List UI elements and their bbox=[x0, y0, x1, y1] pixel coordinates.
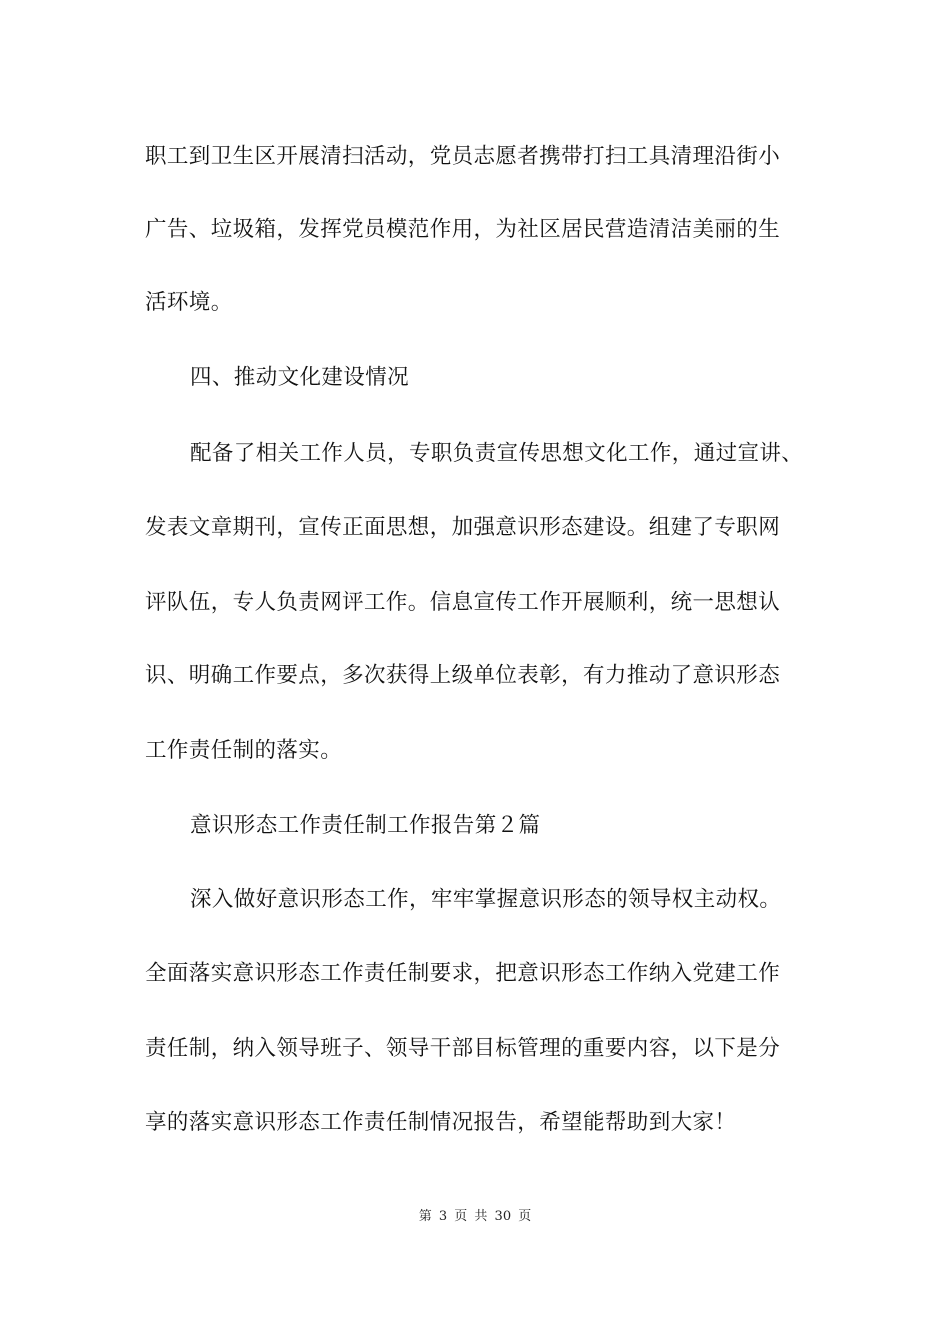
text-line: 深入做好意识形态工作，牢牢掌握意识形态的领导权主动权。 bbox=[190, 887, 782, 912]
text-line: 配备了相关工作人员，专职负责宣传思想文化工作，通过宣讲、 bbox=[190, 441, 804, 466]
text-line: 职工到卫生区开展清扫活动，党员志愿者携带打扫工具清理沿街小 bbox=[145, 144, 781, 169]
text-line: 全面落实意识形态工作责任制要求，把意识形态工作纳入党建工作 bbox=[145, 961, 781, 986]
text-line: 广告、垃圾箱，发挥党员模范作用，为社区居民营造清洁美丽的生 bbox=[145, 217, 781, 242]
text-line: 识、明确工作要点，多次获得上级单位表彰，有力推动了意识形态 bbox=[145, 663, 781, 688]
section-heading: 四、推动文化建设情况 bbox=[190, 365, 410, 390]
text-line: 享的落实意识形态工作责任制情况报告，希望能帮助到大家！ bbox=[145, 1110, 737, 1135]
text-line: 活环境。 bbox=[145, 290, 233, 315]
text-line: 发表文章期刊，宣传正面思想，加强意识形态建设。组建了专职网 bbox=[145, 515, 781, 540]
text-line: 工作责任制的落实。 bbox=[145, 738, 343, 763]
text-line: 评队伍，专人负责网评工作。信息宣传工作开展顺利，统一思想认 bbox=[145, 590, 781, 615]
article-title: 意识形态工作责任制工作报告第２篇 bbox=[190, 813, 541, 838]
text-line: 责任制，纳入领导班子、领导干部目标管理的重要内容，以下是分 bbox=[145, 1036, 781, 1061]
page-number-footer: 第 3 页 共 30 页 bbox=[418, 1209, 532, 1224]
